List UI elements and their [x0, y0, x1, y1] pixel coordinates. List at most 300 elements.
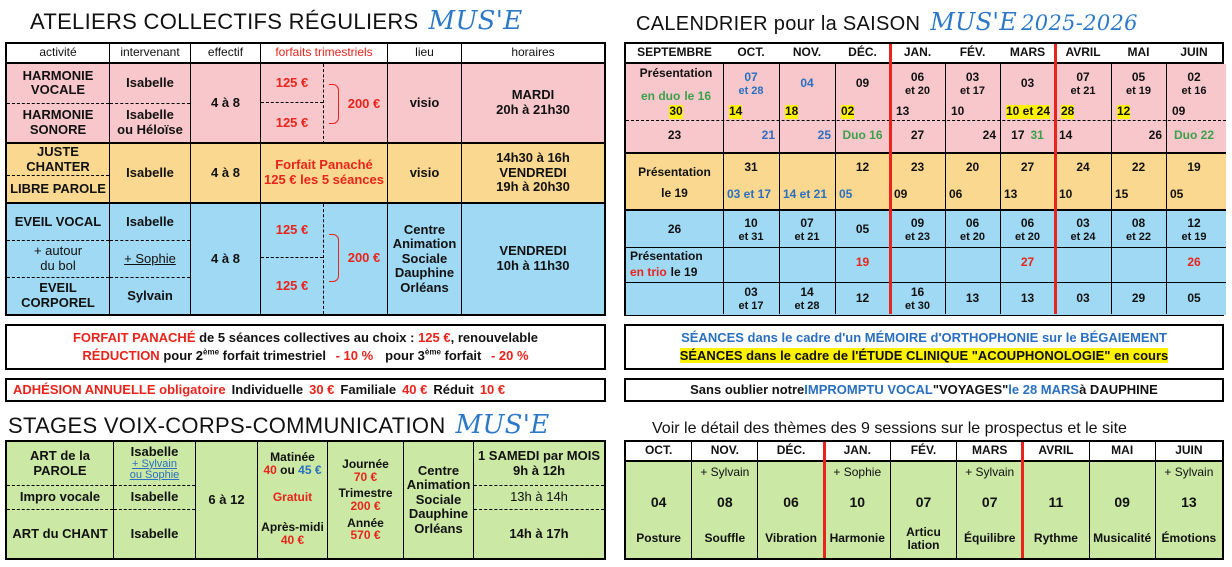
cal-yel-top-1: [779, 156, 835, 180]
cal-blue-top-0: 26: [667, 222, 682, 237]
theme-month-2: DÉC.: [758, 442, 823, 462]
cal-pink-top-0-part: 07: [744, 70, 758, 85]
cal-pink-mid-1: [725, 104, 777, 120]
cal-pink-bot-6b: 31: [1030, 128, 1044, 143]
theme-month-1: NOV.: [692, 442, 757, 462]
cal-blue-mid-mars: 27: [1020, 255, 1035, 270]
stage-apres-midi-price: 40 €: [280, 533, 305, 547]
theme-day-7: 09: [1114, 494, 1130, 511]
activity-libre-parole: LIBRE PAROLE: [10, 180, 106, 196]
activity-eveil-corporel: EVEIL CORPOREL: [21, 280, 95, 310]
cal-pink-top-6-part: 07: [1076, 70, 1090, 85]
cal-pink-top-4: [945, 66, 1000, 102]
cal-pink-mid-val-4: 13: [896, 104, 910, 119]
cal-pink-top-6-part: et 21: [1070, 84, 1096, 97]
intervenant-sophie: + Sophie: [110, 241, 190, 278]
cal-blue-top-6: [1000, 213, 1055, 247]
header-lieu: lieu: [388, 44, 462, 64]
theme-name-5: Équilibre: [964, 531, 1016, 546]
cal-blue-bot-1: [779, 284, 835, 314]
cal-blue-top-7-part: et 24: [1070, 230, 1096, 243]
stage-int-sylvain: + Sylvain: [132, 457, 177, 470]
ateliers-title: ATELIERS COLLECTIFS RÉGULIERS MUS'E: [30, 6, 523, 36]
cal-pink-mid-0: [626, 104, 723, 120]
cal-blue-bot-0: [723, 284, 779, 314]
reduction-text-3: pour 3: [385, 348, 425, 363]
cal-pink-bot-6a: 17: [1011, 128, 1025, 143]
cal-pink-bot-0: 23: [667, 128, 682, 143]
adhesion-reduit-price: 10 €: [479, 382, 506, 398]
cal-blue-top-9: [1166, 213, 1222, 247]
cal-pink-pres-0: Présentation: [639, 66, 713, 80]
theme-name-3: Harmonie: [829, 531, 885, 546]
cal-blue-top-1-part: 10: [744, 216, 758, 231]
muse-brand: MUS'E: [428, 6, 523, 36]
cal-pink-top-4-part: et 17: [959, 84, 986, 97]
cal-month-4: JAN.: [890, 44, 945, 64]
theme-name-4: [891, 522, 956, 556]
cal-pink-mid-5: [947, 104, 998, 120]
cal-pink-bot-5: 24: [982, 128, 996, 143]
cal-yel-bot-2: 05: [839, 187, 853, 202]
cal-pink-top-4-part: 03: [965, 70, 980, 85]
lieu-dauphine: Centre Animation Sociale Dauphine Orléans: [388, 204, 462, 314]
cal-month-6: MARS: [1000, 44, 1055, 64]
cal-month-5: FÉV.: [945, 44, 1000, 64]
notes-box: [624, 324, 1224, 370]
cal-pink-top-3-part: 06: [910, 70, 925, 85]
cal-blue-bot-3-part: 16: [910, 285, 925, 300]
cal-pink-pres-1: en duo: [640, 89, 681, 103]
cal-blue-pres-2: le 19: [670, 265, 698, 280]
theme-name-6: Rythme: [1033, 531, 1078, 546]
price-eveil-corporel: 125 €: [275, 277, 309, 293]
theme-day-1: 08: [717, 494, 733, 511]
effectif-pink: 4 à 8: [191, 64, 261, 144]
ateliers-table: [5, 42, 606, 316]
adhesion-individuelle: Individuelle: [231, 382, 304, 398]
horaire-blue-day: VENDREDI: [499, 243, 567, 259]
stage-gratuit: Gratuit: [272, 490, 313, 505]
stage-int-isabelle: Isabelle: [130, 444, 179, 460]
cal-pink-pres-2: le 16: [684, 89, 712, 103]
theme-name-2: Vibration: [765, 531, 817, 546]
theme-month-5: MARS: [957, 442, 1022, 462]
horaire-blue-time: 10h à 11h30: [496, 258, 570, 273]
cal-pink-top-8-part: 02: [1187, 70, 1201, 85]
adhesion-familiale: Familiale: [340, 382, 397, 398]
forfait-panache-title: FORFAIT PANACHÉ: [72, 330, 196, 346]
reduction-10: - 10 %: [335, 348, 374, 363]
cal-pink-top-2: 09: [855, 76, 870, 91]
cal-yel-pres-1: le 19: [661, 186, 688, 200]
reduction-text-2: forfait trimestriel: [219, 348, 330, 363]
cal-pink-top-3: [890, 66, 945, 102]
header-forfaits: forfaits trimestriels: [261, 44, 388, 64]
cal-red-line-0: [889, 44, 892, 314]
theme-extra-5: + Sylvain: [965, 465, 1015, 480]
theme-name-8: Émotions: [1161, 531, 1217, 546]
note-etude-clinique: SÉANCES dans le cadre de l'ÉTUDE CLINIQUE "ACOUPHONOLOGIE" en cours: [679, 348, 1169, 363]
cal-blue-bot-8: 05: [1187, 291, 1201, 306]
calendar-table: [624, 42, 1224, 316]
horaire-time-pink: 20h à 21h30: [496, 102, 570, 117]
cal-pink-bot-6: [1000, 122, 1055, 150]
theme-day-2: 06: [783, 494, 799, 511]
theme-extra-2: [758, 462, 823, 484]
cal-blue-pres-1: en trio: [630, 265, 667, 280]
theme-red-line-0: [823, 442, 826, 558]
cal-pink-mid-3: [837, 104, 888, 120]
cal-month-9: JUIN: [1166, 44, 1222, 64]
cal-month-8: MAI: [1111, 44, 1166, 64]
cal-blue-bot-2: 12: [855, 291, 870, 306]
theme-month-8: JUIN: [1156, 442, 1222, 462]
cal-month-2: NOV.: [779, 44, 835, 64]
impromptu-a: Sans oublier notre: [690, 382, 805, 398]
theme-day-0: 04: [650, 494, 667, 511]
cal-blue-top-2-part: 07: [800, 216, 814, 231]
theme-name-1: Souffle: [704, 531, 746, 546]
impromptu-voyages: "VOYAGES": [932, 382, 1009, 398]
cal-pink-top-0-part: et 28: [738, 84, 764, 97]
adhesion-box: [5, 378, 606, 402]
cal-pink-mid-2: [781, 104, 833, 120]
activity-harmonie-sonore: HARMONIE SONORE: [22, 107, 94, 137]
intervenant-heloise: ou Héloïse: [117, 121, 183, 137]
theme-extra-8: + Sylvain: [1164, 465, 1214, 480]
theme-extra-0: [626, 462, 691, 484]
cal-pink-mid-6: [1002, 104, 1053, 120]
adhesion-individuelle-price: 30 €: [309, 382, 335, 398]
header-intervenant: intervenant: [110, 44, 191, 64]
lieu-visio-pink: visio: [388, 64, 462, 144]
stage-horaire-2: 13h à 14h: [474, 486, 604, 510]
cal-blue-top-7-part: 03: [1076, 216, 1090, 231]
theme-col-8: [1156, 442, 1222, 558]
stage-matinee: Matinée: [270, 449, 315, 464]
reduction-sup-2: ème: [424, 347, 441, 357]
cal-blue-top-5: [945, 213, 1000, 247]
theme-day-3: 10: [849, 494, 866, 511]
cal-blue-top-1-part: et 31: [738, 230, 764, 243]
cal-yel-bot-6: 10: [1059, 187, 1073, 202]
impromptu-date: le 28 MARS: [1008, 382, 1080, 398]
cal-pink-mid-7: [1057, 104, 1109, 120]
cal-pink-bot-8: 26: [1148, 128, 1162, 143]
price-total-blue: 200 €: [347, 249, 381, 265]
stage-int-isabelle-3: Isabelle: [130, 525, 179, 541]
activity-eveil-vocal: EVEIL VOCAL: [7, 204, 109, 241]
theme-day-5: 07: [981, 494, 998, 511]
cal-pink-top-5: 03: [1020, 76, 1035, 91]
theme-extra-7: [1090, 462, 1155, 484]
cal-blue-bot-3: [890, 284, 945, 314]
header-horaires: horaires: [462, 44, 604, 64]
theme-col-3: [825, 442, 891, 558]
cal-blue-bot-0-part: 03: [744, 285, 758, 300]
cal-yel-top-8: 19: [1187, 160, 1201, 175]
cal-blue-top-4-part: et 23: [904, 230, 931, 243]
cal-pink-mid-val-3: 02: [841, 104, 855, 119]
cal-pink-bot-1: 21: [761, 128, 775, 143]
theme-col-7: [1090, 442, 1156, 558]
cal-blue-bot-1-part: 14: [800, 285, 814, 300]
intervenant-isabelle-2: Isabelle: [126, 107, 174, 123]
cal-pink-bot-9: Duo 22: [1173, 128, 1214, 143]
theme-name-part: lation: [907, 538, 940, 552]
cal-blue-top-8-part: et 22: [1125, 230, 1152, 243]
cal-pink-bot-2: 25: [817, 128, 831, 143]
theme-col-5: [957, 442, 1023, 558]
reduction-text-4: forfait: [440, 348, 485, 363]
theme-col-0: [626, 442, 692, 558]
adhesion-reduit: Réduit: [433, 382, 474, 398]
intervenant-blue-1: Isabelle: [110, 204, 190, 241]
cal-pink-top-7-part: 05: [1131, 70, 1146, 85]
forfait-box: [5, 324, 606, 370]
stage-annee-price: 570 €: [350, 528, 381, 543]
cal-blue-top-3: 05: [855, 222, 870, 237]
impromptu-lieu: à DAUPHINE: [1079, 382, 1158, 398]
cal-yel-bot-8: 05: [1170, 187, 1184, 202]
stage-horaire-3: 14h à 17h: [509, 525, 569, 541]
cal-yel-top-6: 24: [1076, 160, 1090, 175]
stage-samedi: 1 SAMEDI par MOIS: [477, 447, 601, 463]
activity-harmonie-vocale: HARMONIE VOCALE: [7, 64, 109, 104]
cal-pink-top-6: [1055, 66, 1111, 102]
theme-day-8: 13: [1181, 494, 1197, 511]
theme-name-0: Posture: [636, 531, 681, 546]
cal-blue-top-9-part: 12: [1187, 216, 1201, 231]
cal-blue-top-4: [890, 213, 945, 247]
cal-blue-bot-7: 29: [1131, 291, 1146, 306]
cal-red-line-1: [1054, 44, 1057, 314]
cal-pink-mid-val-9: 09: [1172, 104, 1186, 119]
cal-blue-bot-6: 03: [1076, 291, 1090, 306]
intervenant-sylvain: Sylvain: [127, 287, 173, 303]
stage-horaire-1: 9h à 12h: [512, 462, 566, 478]
reduction-sup-1: ème: [203, 347, 220, 357]
cal-yel-top-2: 12: [855, 160, 870, 175]
cal-pink-top-8: [1166, 66, 1222, 102]
cal-blue-top-8: [1111, 213, 1166, 247]
cal-blue-top-9-part: et 19: [1181, 230, 1207, 243]
forfait-text: de 5 séances collectives au choix :: [195, 330, 419, 346]
stage-lieu: Centre Animation Sociale Dauphine Orléans: [404, 442, 474, 558]
cal-pink-bot-7: 14: [1059, 128, 1073, 143]
cal-blue-top-6-part: et 20: [1014, 230, 1041, 243]
stage-apres-midi: Après-midi: [261, 519, 324, 534]
activity-autour: + autour: [33, 243, 83, 259]
cal-blue-bot-4: 13: [965, 291, 980, 306]
header-effectif: effectif: [191, 44, 261, 64]
cal-yel-top-0: 31: [744, 160, 758, 175]
cal-pink-mid-val-6: 10 et 24: [1006, 104, 1051, 119]
effectif-yellow: 4 à 8: [191, 144, 261, 204]
adhesion-familiale-price: 40 €: [402, 382, 428, 398]
cal-month-3: DÉC.: [835, 44, 890, 64]
stage-trimestre: Trimestre: [338, 486, 393, 501]
cal-month-1: OCT.: [723, 44, 779, 64]
price-harmonie-vocale: 125 €: [261, 64, 323, 103]
stages-title: STAGES VOIX-CORPS-COMMUNICATION MUS'E: [8, 410, 550, 440]
theme-day-4: 07: [915, 494, 932, 511]
reduction-20: - 20 %: [490, 348, 529, 363]
theme-day-6: 11: [1048, 494, 1064, 511]
theme-month-3: JAN.: [825, 442, 890, 462]
cal-blue-presentation: [626, 248, 723, 282]
cal-pink-top-8-part: et 16: [1181, 84, 1207, 97]
cal-yel-presentation: [626, 156, 723, 210]
cal-pink-bot-3: Duo 16: [842, 128, 883, 143]
lieu-visio-yellow: visio: [388, 144, 462, 204]
themes-table: [624, 440, 1224, 560]
cal-pink-dash: [626, 120, 1226, 121]
theme-extra-3: + Sophie: [833, 465, 882, 480]
cal-blue-pres-0: Présentation: [630, 249, 703, 264]
cal-blue-bot-0-part: et 17: [738, 299, 764, 312]
theme-name-part: Articu: [906, 524, 941, 539]
cal-pink-bot-4: 27: [910, 128, 925, 143]
cal-pink-mid-9: [1168, 104, 1220, 120]
theme-red-line-1: [1021, 442, 1024, 558]
cal-pink-top-0: [723, 66, 779, 102]
cal-blue-mid-dec: 19: [855, 255, 870, 270]
calendar-year: 2025-2026: [1021, 11, 1138, 35]
cal-month-7: AVRIL: [1055, 44, 1111, 64]
cal-pink-mid-val-1: 14: [729, 104, 743, 119]
stage-journee-price: 70 €: [353, 469, 378, 484]
cal-pink-mid-val-5: 10: [951, 104, 965, 119]
price-harmonie-sonore: 125 €: [275, 115, 309, 131]
cal-yel-bot-4: 06: [949, 187, 963, 202]
stage-effectif: 6 à 12: [196, 442, 258, 558]
stage-art-parole: ART de la PAROLE: [7, 442, 113, 486]
cal-yel-bot-1: 14 et 21: [783, 187, 828, 202]
forfait-panache-label: Forfait Panaché: [275, 157, 373, 173]
reduction-text-1: pour 2: [159, 348, 204, 363]
stage-art-chant: ART du CHANT: [12, 525, 108, 541]
cal-pink-mid-val-8: 12: [1117, 104, 1131, 119]
impromptu-box: [624, 378, 1224, 402]
cal-blue-top-1: [723, 213, 779, 247]
cal-pink-mid-val-0: 30: [669, 104, 683, 119]
stage-int-isabelle-2: Isabelle: [114, 486, 195, 510]
stage-annee: Année: [347, 515, 384, 530]
cal-blue-top-5-part: 06: [965, 216, 980, 231]
cal-blue-top-2-part: et 21: [794, 230, 820, 243]
reduction-title: RÉDUCTION: [82, 348, 160, 363]
theme-col-1: [692, 442, 758, 558]
cal-pink-top-7-part: et 19: [1125, 84, 1152, 97]
price-eveil-vocal: 125 €: [261, 204, 323, 258]
calendar-title: CALENDRIER pour la SAISON MUS'E 2025-2026: [636, 8, 1138, 36]
activity-du-bol: du bol: [40, 258, 76, 273]
cal-yel-bot-5: 13: [1004, 187, 1018, 202]
cal-pink-top-7: [1111, 66, 1166, 102]
cal-pink-mid-val-2: 18: [785, 104, 799, 119]
stage-journee: Journée: [342, 457, 389, 472]
cal-yel-pres-0: Présentation: [638, 164, 711, 179]
theme-month-4: FÉV.: [891, 442, 956, 462]
cal-yel-top-4: 20: [965, 160, 980, 175]
horaire-yellow-2: 19h à 20h30: [496, 179, 570, 195]
price-total-pink: 200 €: [347, 95, 381, 111]
forfait-panache-price: 125 € les 5 séances: [264, 172, 384, 187]
theme-col-6: [1023, 442, 1089, 558]
effectif-blue: 4 à 8: [191, 204, 261, 314]
theme-month-0: OCT.: [626, 442, 691, 462]
forfait-renouvelable: , renouvelable: [450, 330, 539, 346]
cal-yel-top-3: 23: [910, 160, 925, 175]
theme-col-4: [891, 442, 957, 558]
cal-blue-top-5-part: et 20: [959, 230, 986, 243]
cal-yel-bot-7: 15: [1115, 187, 1129, 202]
header-activite: activité: [7, 44, 110, 64]
cal-blue-bot-1-part: et 28: [794, 299, 820, 312]
stage-trimestre-price: 200 €: [350, 499, 381, 513]
cal-month-0: SEPTEMBRE: [626, 44, 723, 64]
cal-blue-line2: [626, 282, 1226, 283]
intervenant-yellow: Isabelle: [110, 144, 191, 204]
cal-blue-bot-3-part: et 30: [904, 299, 931, 312]
horaire-day-pink: MARDI: [511, 87, 555, 103]
theme-extra-1: + Sylvain: [700, 465, 750, 480]
theme-extra-4: [891, 462, 956, 484]
theme-month-7: MAI: [1090, 442, 1155, 462]
cal-pink-top-3-part: et 20: [904, 84, 931, 97]
horaire-yellow-day: VENDREDI: [499, 164, 567, 180]
stage-matinee-p1: 40: [263, 463, 277, 477]
cal-yel-bot-3: 09: [894, 187, 908, 202]
cal-yel-bot-0: 03 et 17: [727, 187, 772, 202]
cal-pink-mid-8: [1113, 104, 1164, 120]
stage-int-sophie: ou Sophie: [129, 469, 180, 482]
stage-impro-vocale: Impro vocale: [7, 486, 113, 510]
stage-matinee-p2: 45 €: [298, 463, 322, 477]
cal-pink-mid-4: [892, 104, 943, 120]
cal-blue-top-4-part: 09: [910, 216, 925, 231]
cal-pink-top-1: 04: [800, 76, 814, 91]
adhesion-title: ADHÉSION ANNUELLE obligatoire: [13, 382, 226, 398]
theme-month-6: AVRIL: [1023, 442, 1088, 462]
stage-matinee-ou: ou: [276, 463, 299, 477]
themes-title: Voir le détail des thèmes des 9 sessions sur le prospectus et le site: [652, 420, 1127, 437]
cal-blue-top-8-part: 08: [1131, 216, 1146, 231]
stages-brand: MUS'E: [455, 410, 550, 440]
cal-blue-top-2: [779, 213, 835, 247]
calendar-brand: MUS'E: [930, 8, 1018, 36]
cal-blue-top-6-part: 06: [1020, 216, 1035, 231]
intervenant-isabelle: Isabelle: [110, 64, 190, 104]
activity-juste-chanter: JUSTE CHANTER: [7, 144, 109, 176]
cal-blue-top-7: [1055, 213, 1111, 247]
forfait-price: 125 €: [418, 330, 451, 346]
cal-yel-top-5: 27: [1020, 160, 1035, 175]
theme-name-7: Musicalité: [1093, 531, 1152, 546]
cal-pink-mid-val-7: 28: [1061, 104, 1075, 119]
cal-blue-bot-5: 13: [1020, 291, 1035, 306]
impromptu-vocal: IMPROMPTU VOCAL: [804, 382, 933, 398]
cal-blue-mid-juin: 26: [1187, 255, 1201, 270]
note-memoire: SÉANCES dans le cadre d'un MÉMOIRE d'ORTHOPHONIE sur le BÉGAIEMENT: [681, 330, 1167, 346]
cal-yel-top-7: 22: [1131, 160, 1146, 175]
stages-table: [5, 440, 606, 560]
theme-extra-6: [1023, 462, 1088, 484]
theme-col-2: [758, 442, 824, 558]
horaire-yellow-1: 14h30 à 16h: [496, 150, 570, 166]
